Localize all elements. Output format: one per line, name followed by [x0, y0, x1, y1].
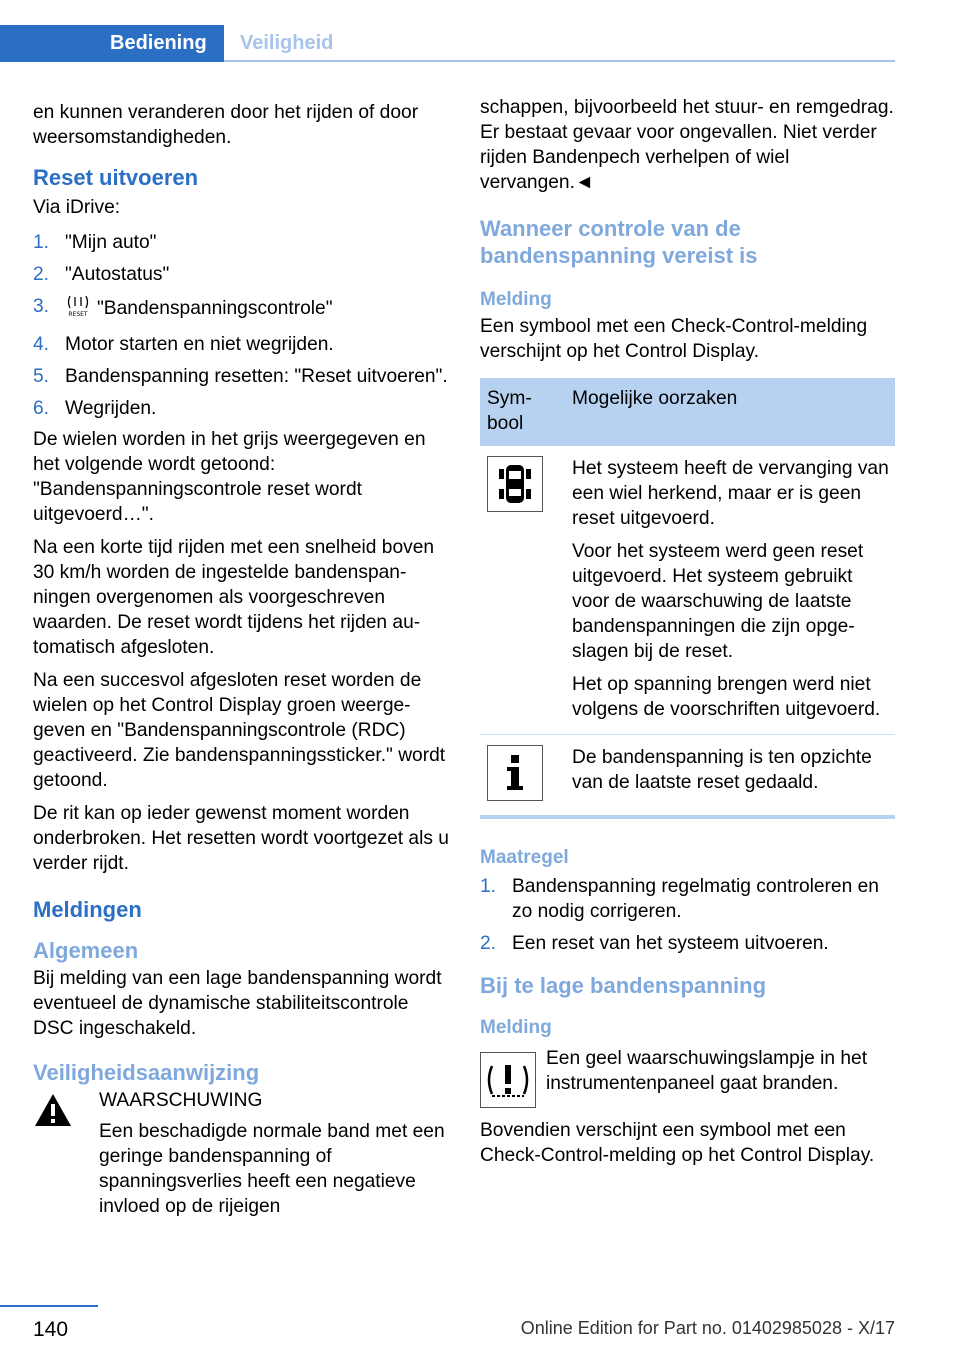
melding-heading-2: Melding: [480, 1017, 552, 1038]
table-header-row: [480, 378, 895, 446]
table-row: De bandenspanning is ten opzichte van de laatste reset gedaald.: [480, 735, 895, 818]
paragraph: De rit kan op ieder gewenst moment worden onderbroken. Het resetten wordt voortgezet als u verder rijdt.: [33, 803, 449, 874]
header-tabbar: [0, 25, 895, 62]
veiligheid-heading: Veiligheidsaanwijzing: [33, 1060, 260, 1085]
list-item: 4. Motor starten en niet wegrijden.: [33, 334, 334, 355]
car-tires-icon: [487, 456, 543, 512]
tire-pressure-warning-icon: [480, 1052, 536, 1115]
continued-warning-text: schappen, bijvoorbeeld het stuur- en remgedrag. Er bestaat gevaar voor ongevallen. Niet verder rijden Bandenpech verhelpen of wiel vervangen.◄: [480, 97, 894, 193]
list-item: 5. Bandenspanning resetten: "Reset uitvoeren".: [33, 366, 448, 387]
list-item: 3. RESET "Bandenspanningscontrole": [33, 294, 451, 325]
tab-veiligheid[interactable]: Veiligheid: [240, 32, 334, 54]
warning-triangle-icon: [33, 1092, 73, 1135]
warning-lamp-block: [480, 1046, 895, 1106]
list-item: 6. Wegrijden.: [33, 398, 157, 419]
table-header-causes: Mogelijke oorzaken: [565, 378, 895, 446]
list-item: 1. Bandenspanning regelmatig controleren en zo nodig corrigeren.: [480, 876, 879, 922]
list-item: 2. "Autostatus": [33, 264, 170, 285]
left-column: [33, 100, 451, 1219]
warning-text: Een beschadigde normale band met een geringe bandenspanning of spanningsverlies heeft een negatieve invloed op de rijeigen: [99, 1121, 445, 1217]
edition-footer: Online Edition for Part no. 01402985028 - X/17: [520, 1318, 895, 1338]
svg-text:RESET: RESET: [68, 311, 88, 318]
page-number-rule: [0, 1305, 98, 1307]
right-column: [480, 95, 895, 1176]
intro-text: en kunnen veranderen door het rijden of door weersomstandigheden.: [33, 102, 419, 148]
melding-heading: Melding: [480, 289, 552, 310]
maatregel-heading: Maatregel: [480, 847, 569, 868]
meldingen-heading: Meldingen: [33, 897, 142, 922]
wanneer-heading: Wanneer controle van de bandenspanning vereist is: [480, 216, 758, 268]
list-item: 1. "Mijn auto": [33, 232, 157, 253]
reset-heading: Reset uitvoeren: [33, 165, 199, 190]
symbol-table: [480, 378, 895, 819]
page-number: 140: [33, 1318, 69, 1341]
tire-reset-icon: [65, 294, 91, 325]
reset-steps: [33, 230, 451, 421]
algemeen-text: Bij melding van een lage bandenspanning wordt eventueel de dynamische stabiliteitscontrole DSC ingeschakeld.: [33, 968, 442, 1039]
warning-block: [33, 1088, 451, 1219]
list-item: 2. Een reset van het systeem uitvoeren.: [480, 933, 829, 954]
table-header-symbol: Symbool: [480, 378, 565, 446]
tab-bediening[interactable]: Bediening: [0, 25, 224, 62]
lamp-text: Een geel waarschuwingslampje in het instrumentenpaneel gaat branden.: [546, 1048, 868, 1094]
info-icon: [487, 745, 543, 801]
warning-label: WAARSCHUWING: [99, 1090, 263, 1111]
maatregel-steps: [480, 874, 895, 956]
via-idrive-text: Via iDrive:: [33, 197, 121, 218]
paragraph: De wielen worden in het grijs weergegeven en het volgende wordt getoond: "Bandenspanningscontrole reset wordt uitgevoerd…".: [33, 429, 426, 525]
algemeen-heading: Algemeen: [33, 938, 139, 963]
paragraph: Na een korte tijd rijden met een snelheid boven 30 km/h worden de ingestelde bandenspanningen overgenomen als voorgeschreven waarden. De reset wordt tijdens het rijden automatisch afgesloten.: [33, 537, 435, 658]
lage-bandenspanning-heading: Bij te lage bandenspanning: [480, 973, 767, 998]
table-row: Het systeem heeft de vervanging van een wiel herkend, maar er is geen reset uitgevoerd. Voor het systeem werd geen reset uitgevoerd. Het systeem gebruikt voor de waarschuwing de laatste bandenspanningen die zijn opgeslagen bij de reset. Het op spanning brengen werd niet volgens de voorschriften uitgevoerd.: [480, 446, 895, 735]
paragraph: Na een succesvol afgesloten reset worden de wielen op het Control Display groen weergegeven en "Bandenspanningscontrole (RDC) geactiveerd. Zie bandenspanningssticker." wordt getoond.: [33, 670, 446, 791]
bovendien-text: Bovendien verschijnt een symbool met een Check-Control-melding op het Control Display.: [480, 1120, 875, 1166]
melding-text: Een symbool met een Check-Control-melding verschijnt op het Control Display.: [480, 316, 868, 362]
